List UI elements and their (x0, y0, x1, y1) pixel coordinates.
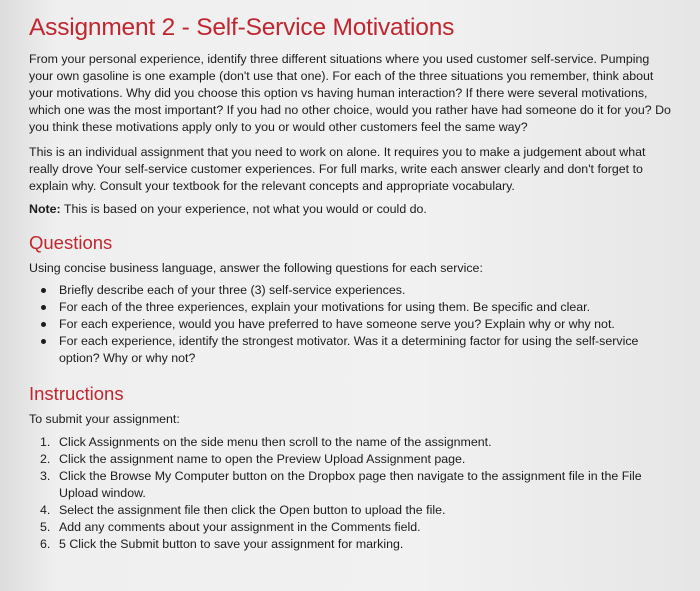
step-text: 5 Click the Submit button to save your assignment for marking. (59, 537, 404, 551)
questions-list (29, 282, 672, 367)
step-number: 4. (40, 503, 51, 517)
step-text: Add any comments about your assignment in the Comments field. (59, 520, 421, 534)
page-title: Assignment 2 - Self-Service Motivations (29, 14, 455, 41)
step-text: Click Assignments on the side menu then scroll to the name of the assignment. (59, 435, 492, 449)
instruction-step (29, 434, 672, 451)
note-text: This is based on your experience, not what you would or could do. (60, 202, 427, 216)
question-text: For each of the three experiences, explain your motivations for using them. Be specific and clear. (59, 300, 591, 314)
instruction-step (29, 519, 672, 536)
intro-paragraph: From your personal experience, identify three different situations where you used customer self-service. Pumping your own gasoline is one example (don't use that one). For each of the three situations you remember, think about your motivations. Why did you choose this option vs having human interaction? If there were several motivations, which one was the most important? If you had no other choice, would you rather have had someone do it for you? Do you think these motivations apply only to you or would other customers feel the same way? (29, 52, 671, 134)
bullet-icon (41, 305, 46, 310)
question-item (29, 282, 672, 299)
question-text: For each experience, would you have preferred to have someone serve you? Explain why or why not. (59, 317, 615, 331)
step-number: 2. (40, 452, 51, 466)
questions-heading: Questions (29, 232, 113, 253)
instruction-step (29, 536, 672, 553)
step-text: Click the assignment name to open the Preview Upload Assignment page. (59, 452, 466, 466)
bullet-icon (41, 339, 46, 344)
question-item (29, 316, 672, 333)
question-item (29, 299, 672, 316)
questions-intro: Using concise business language, answer the following questions for each service: (29, 261, 483, 275)
bullet-icon (41, 322, 46, 327)
note-paragraph (29, 201, 672, 218)
step-number: 5. (40, 520, 51, 534)
instructions-intro: To submit your assignment: (29, 412, 180, 426)
step-text: Select the assignment file then click the Open button to upload the file. (59, 503, 446, 517)
instructions-heading: Instructions (29, 383, 124, 404)
step-number: 1. (40, 435, 51, 449)
question-item (29, 333, 672, 367)
instruction-step (29, 451, 672, 468)
individual-assignment-paragraph: This is an individual assignment that you need to work on alone. It requires you to make a judgement about what really drove Your self-service customer experiences. For full marks, write each answer clearly and don't forget to explain why. Consult your textbook for the relevant concepts and appropriate vocabulary. (29, 145, 646, 193)
question-text: For each experience, identify the strongest motivator. Was it a determining factor for using the self-service option? Why or why not? (59, 334, 639, 365)
step-number: 6. (40, 537, 51, 551)
step-number: 3. (40, 469, 51, 483)
note-label: Note: (29, 202, 61, 216)
instruction-step (29, 502, 672, 519)
step-text: Click the Browse My Computer button on the Dropbox page then navigate to the assignment file in the File Upload window. (59, 469, 642, 500)
instruction-step (29, 468, 672, 502)
question-text: Briefly describe each of your three (3) self-service experiences. (59, 283, 406, 297)
instructions-list (29, 434, 672, 553)
bullet-icon (41, 288, 46, 293)
